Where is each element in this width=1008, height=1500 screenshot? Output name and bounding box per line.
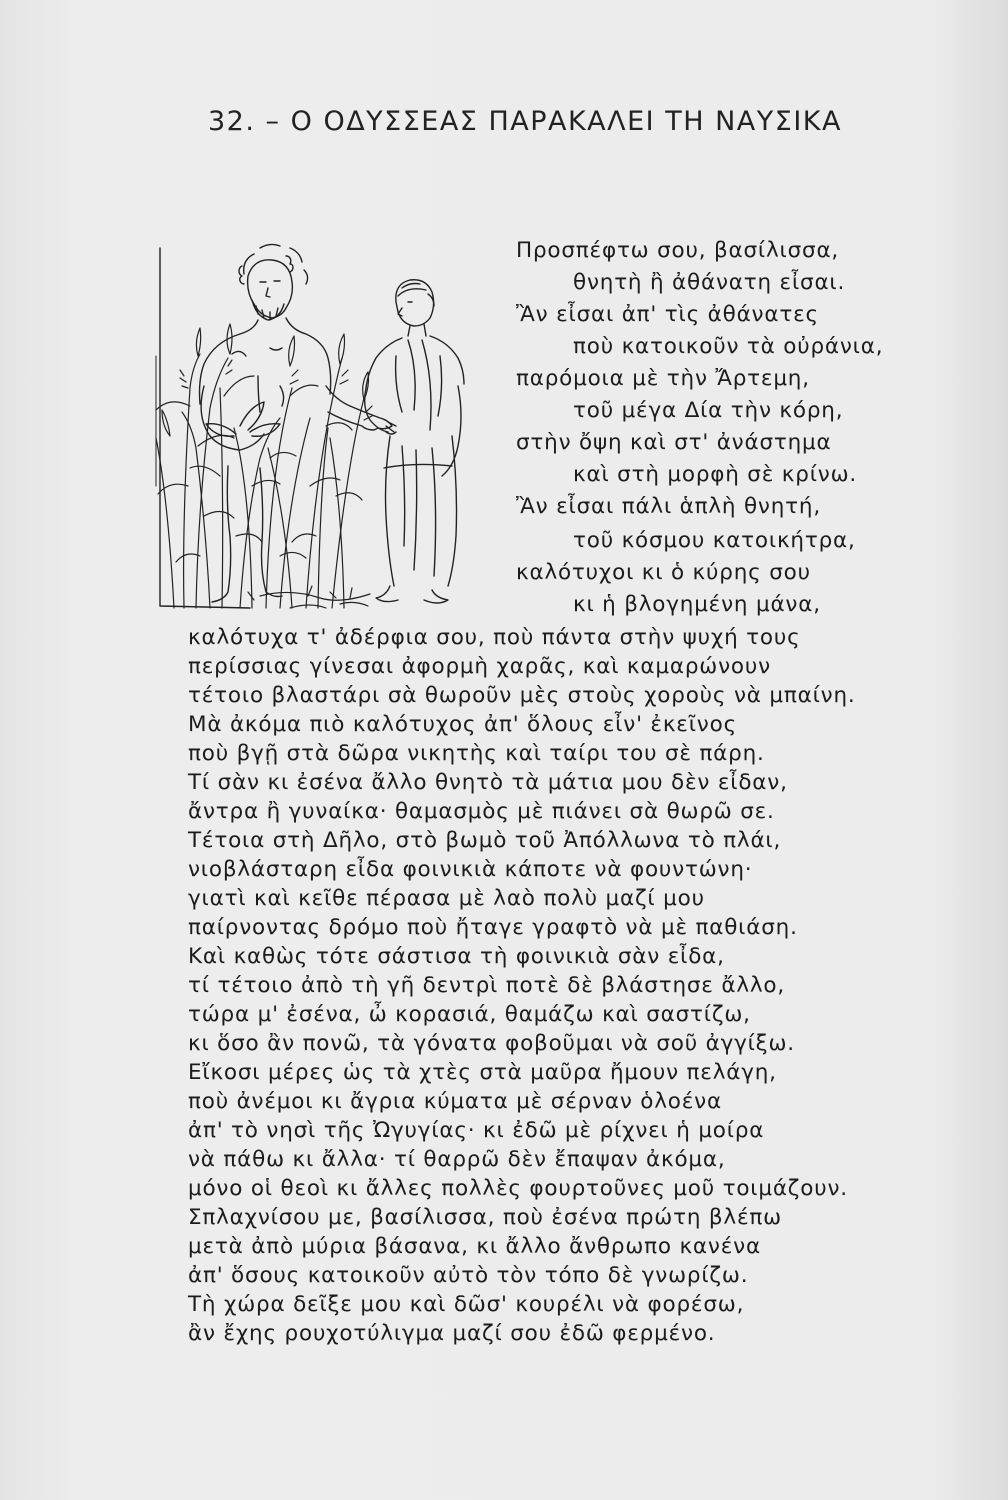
odysseus-figure — [200, 244, 397, 602]
verse-line: ποὺ ἀνέμοι κι ἄγρια κύματα μὲ σέρναν ὁλοένα — [188, 1089, 722, 1114]
verse-line: Τὴ χώρα δεῖξε μου καὶ δῶσ' κουρέλι νὰ φορέσω, — [188, 1292, 745, 1317]
verse-line: Σπλαχνίσου με, βασίλισσα, ποὺ ἐσένα πρώτη βλέπω — [188, 1205, 782, 1230]
verse-line: νιοβλάσταρη εἶδα φοινικιὰ κάποτε νὰ φουντώνη· — [188, 857, 753, 882]
verse-line: θνητὴ ἢ ἀθάνατη εἶσαι. — [573, 270, 846, 295]
verse-line: Εἴκοσι μέρες ὡς τὰ χτὲς στὰ μαῦρα ἤμουν πελάγη, — [188, 1060, 777, 1085]
verse-line: τοῦ κόσμου κατοικήτρα, — [573, 528, 856, 553]
verse-line: καὶ στὴ μορφὴ σὲ κρίνω. — [573, 462, 858, 487]
verse-line: Ἂν εἶσαι ἀπ' τὶς ἀθάνατες — [516, 302, 819, 327]
verse-line: στὴν ὄψη καὶ στ' ἀνάστημα — [516, 430, 832, 455]
verse-line: κι ἡ βλογημένη μάνα, — [573, 592, 821, 617]
verse-line: Τί σὰν κι ἐσένα ἄλλο θνητὸ τὰ μάτια μου δὲν εἶδαν, — [188, 770, 788, 795]
verse-line: νὰ πάθω κι ἄλλα· τί θαρρῶ δὲν ἔπαψαν ἀκόμα, — [188, 1147, 726, 1172]
nausicaa-figure — [365, 280, 464, 603]
verse-line: Τέτοια στὴ Δῆλο, στὸ βωμὸ τοῦ Ἀπόλλωνα τὸ πλάι, — [188, 828, 782, 853]
verse-line: ποὺ βγῇ στὰ δῶρα νικητὴς καὶ ταίρι του σὲ πάρη. — [188, 741, 765, 766]
verse-line: τοῦ μέγα Δία τὴν κόρη, — [573, 398, 844, 423]
reeds — [156, 324, 372, 608]
verse-line: παρόμοια μὲ τὴν Ἄρτεμη, — [516, 366, 810, 391]
verse-line: μετὰ ἀπὸ μύρια βάσανα, κι ἄλλο ἄνθρωπο κανένα — [188, 1234, 761, 1259]
verse-line: ποὺ κατοικοῦν τὰ οὐράνια, — [573, 334, 884, 359]
poem-title: 32. – Ο ΟΔΥΣΣΕΑΣ ΠΑΡΑΚΑΛΕΙ ΤΗ ΝΑΥΣΙΚΑ — [208, 106, 842, 137]
verse-line: τέτοιο βλαστάρι σὰ θωροῦν μὲς στοὺς χοροὺς νὰ μπαίνη. — [188, 683, 856, 708]
odysseus-nausicaa-illustration — [140, 236, 490, 622]
verse-line: τώρα μ' ἐσένα, ὦ κορασιά, θαμάζω καὶ σαστίζω, — [188, 1002, 751, 1027]
verse-line: Καὶ καθὼς τότε σάστισα τὴ φοινικιὰ σὰν εἶδα, — [188, 944, 725, 969]
verse-line: κι ὅσο ἂν πονῶ, τὰ γόνατα φοβοῦμαι νὰ σοῦ ἀγγίξω. — [188, 1031, 795, 1056]
verse-line: Προσπέφτω σου, βασίλισσα, — [516, 238, 840, 263]
verse-line: καλότυχοι κι ὁ κύρης σου — [516, 560, 811, 585]
verse-line: ἄντρα ἢ γυναίκα· θαμασμὸς μὲ πιάνει σὰ θωρῶ σε. — [188, 799, 775, 824]
verse-line: περίσσιας γίνεσαι ἀφορμὴ χαρᾶς, καὶ καμαρώνουν — [188, 654, 771, 679]
verse-line: ἀπ' ὅσους κατοικοῦν αὐτὸ τὸν τόπο δὲ γνωρίζω. — [188, 1263, 749, 1288]
verse-line: ἀπ' τὸ νησὶ τῆς Ὠγυγίας· κι ἐδῶ μὲ ρίχνει ἡ μοίρα — [188, 1118, 765, 1143]
verse-line: γιατὶ καὶ κεῖθε πέρασα μὲ λαὸ πολὺ μαζί μου — [188, 886, 705, 911]
verse-line: μόνο οἱ θεοὶ κι ἄλλες πολλὲς φουρτοῦνες μοῦ τοιμάζουν. — [188, 1176, 848, 1201]
verse-line: καλότυχα τ' ἀδέρφια σου, ποὺ πάντα στὴν ψυχή τους — [188, 625, 801, 650]
verse-line: Ἂν εἶσαι πάλι ἁπλὴ θνητή, — [516, 494, 821, 519]
verse-line: Μὰ ἀκόμα πιὸ καλότυχος ἀπ' ὅλους εἶν' ἐκεῖνος — [188, 712, 737, 737]
verse-line: ἂν ἔχης ρουχοτύλιγμα μαζί σου ἐδῶ φερμένο. — [188, 1321, 716, 1346]
verse-line: παίρνοντας δρόμο ποὺ ἤταγε γραφτὸ νὰ μὲ παθιάση. — [188, 915, 798, 940]
verse-line: τί τέτοιο ἀπὸ τὴ γῆ δεντρὶ ποτὲ δὲ βλάστησε ἄλλο, — [188, 973, 785, 998]
